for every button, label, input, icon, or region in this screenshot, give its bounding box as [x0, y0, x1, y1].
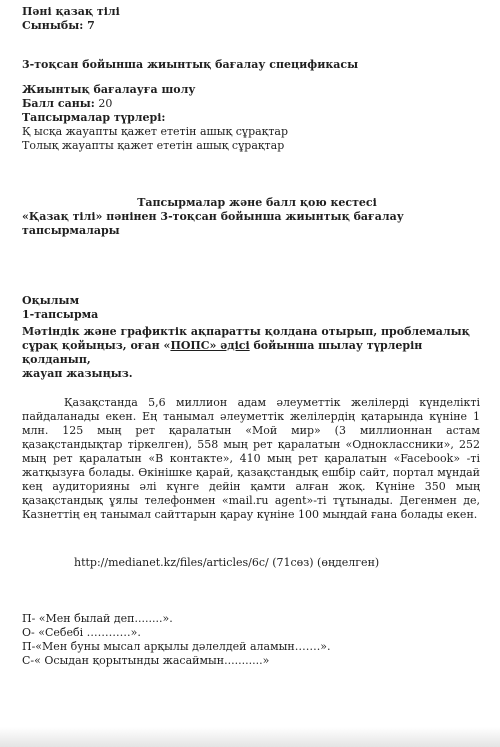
page-bottom-edge	[0, 727, 500, 747]
pops-prompts	[22, 612, 330, 668]
task-type-item: Қ ысқа жауапты қажет ететін ашық сұрақтар	[22, 125, 289, 138]
reading-text-paragraph	[22, 396, 480, 522]
overview-heading: Жиынтық бағалауға шолу	[22, 83, 196, 96]
task-instruction	[22, 325, 490, 381]
score-label: Балл саны:	[22, 97, 95, 110]
reading-section-header	[22, 294, 98, 322]
source-note: (71сөз) (өңделген)	[268, 556, 380, 569]
instruction-line: жауап жазыңыз.	[22, 367, 133, 380]
subject-line: Пәні қазақ тілі	[22, 5, 120, 18]
document-header	[22, 5, 120, 33]
paragraph-text: қазақстандық ұялы телефонмен «mail.ru agent»-ті тұтынады. Дегенмен де,	[22, 494, 480, 507]
prompt-line: О- «Себебі …………».	[22, 626, 141, 639]
paragraph-text: мың рет қаралатын «В контакте», 410 мың рет қаралатын «Facebook» -ті	[22, 452, 480, 465]
score-value: 20	[94, 97, 113, 110]
source-url: http://medianet.kz/files/articles/6c/	[74, 556, 269, 569]
instruction-line: Мәтіндік және графиктік ақпаратты қолдана отырып, проблемалық	[22, 325, 470, 338]
paragraph-text: екен.	[446, 508, 478, 521]
paragraph-text: Казнеттің ең танымал сайттарын қарау күніне 100 мыңдай ғана болады	[22, 508, 444, 521]
overview-section	[22, 83, 288, 153]
instruction-line	[22, 339, 490, 367]
instruction-text: бойынша шылау түрлерін қолданып,	[22, 339, 423, 366]
paragraph-text: млн. 125 мың рет қаралатын «Мой мир» (3 миллионнан астам	[22, 424, 480, 437]
source-citation	[74, 556, 379, 570]
grade-line: Сыныбы: 7	[22, 19, 95, 32]
specification-title: 3-тоқсан бойынша жиынтық бағалау спецификасы	[22, 58, 359, 71]
table-title-line: Тапсырмалар және балл қою кестесі	[137, 196, 377, 209]
paragraph-text: жатқызуға болады. Өкінішке қарай, қазақстандық ешбір сайт, портал	[22, 466, 434, 479]
prompt-line: П- «Мен былай деп........».	[22, 612, 173, 625]
task-type-item: Толық жауапты қажет ететін ашық сұрақтар	[22, 139, 285, 152]
paragraph-text: Қазақстанда 5,6 миллион адам әлеуметтік желілерді күнделікті	[64, 396, 480, 409]
paragraph-text: қазақстандықтар тіркелген), 558 мың рет қаралатын «Одноклассники», 252	[22, 438, 480, 451]
task-number: 1-тапсырма	[22, 308, 99, 321]
prompt-line: П-«Мен буны мысал арқылы дәлелдей аламын…….».	[22, 640, 331, 653]
instruction-text: сұрақ қойыңыз, оған «	[22, 339, 171, 352]
paragraph-text: мұндай кең аудиторияны әлі күнге дейін қамти алған жоқ. Күніне 350 мың	[22, 466, 480, 493]
paragraph-text: пайдаланады екен. Ең танымал әлеуметтік желілердің қатарында күніне 1	[22, 410, 480, 423]
table-title-line: тапсырмалары	[22, 224, 120, 237]
table-title-line: «Қазақ тілі» пәнінен 3-тоқсан бойынша жиынтық бағалау	[22, 210, 404, 223]
pops-method-term: ПОПС» әдісі	[170, 339, 250, 352]
section-name: Оқылым	[22, 294, 80, 307]
table-title	[22, 196, 492, 238]
prompt-line: С-« Осыдан қорытынды жасаймын...........»	[22, 654, 270, 667]
task-types-label: Тапсырмалар түрлері:	[22, 111, 166, 124]
score-line	[22, 97, 288, 111]
